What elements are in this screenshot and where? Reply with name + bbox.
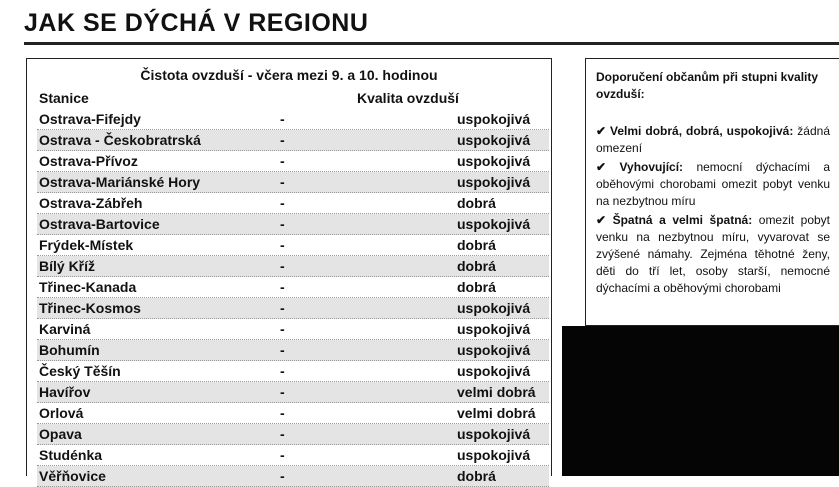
row-dash: - — [280, 153, 285, 169]
quality-value: uspokojivá — [457, 174, 531, 190]
quality-value: uspokojivá — [457, 447, 531, 463]
advice-body — [596, 123, 830, 299]
table-row — [37, 172, 549, 193]
advice-item — [596, 123, 830, 157]
station-name: Věřňovice — [39, 468, 106, 484]
station-name: Orlová — [39, 405, 84, 421]
advice-item — [596, 212, 830, 297]
quality-value: uspokojivá — [457, 342, 531, 358]
headline: JAK SE DÝCHÁ V REGIONU — [24, 9, 369, 37]
advice-item-text: nemocní dýchacími a oběhovými chorobami omezit pobyt venku na nezbytnou míru — [596, 160, 830, 208]
row-dash: - — [280, 447, 285, 463]
table-row — [37, 151, 549, 172]
advice-item-text: žádná omezení — [596, 124, 830, 155]
table-row — [37, 340, 549, 361]
row-dash: - — [280, 300, 285, 316]
quality-value: uspokojivá — [457, 363, 531, 379]
table-row — [37, 130, 549, 151]
station-name: Třinec-Kosmos — [39, 300, 141, 316]
table-title: Čistota ovzduší - včera mezi 9. a 10. hodinou — [140, 67, 438, 83]
table-row — [37, 109, 549, 130]
row-dash: - — [280, 363, 285, 379]
quality-value: uspokojivá — [457, 216, 531, 232]
advice-title: Doporučení občanům při stupni kvality ovzduší: — [596, 70, 819, 101]
quality-value: uspokojivá — [457, 321, 531, 337]
row-dash: - — [280, 195, 285, 211]
row-dash: - — [280, 216, 285, 232]
quality-value: velmi dobrá — [457, 384, 536, 400]
row-dash: - — [280, 258, 285, 274]
quality-value: uspokojivá — [457, 300, 531, 316]
station-name: Bílý Kříž — [39, 258, 96, 274]
station-name: Havířov — [39, 384, 91, 400]
table-row — [37, 256, 549, 277]
station-name: Karviná — [39, 321, 91, 337]
quality-value: dobrá — [457, 468, 496, 484]
station-name: Studénka — [39, 447, 103, 463]
table-row — [37, 424, 549, 445]
station-name: Ostrava-Zábřeh — [39, 195, 143, 211]
row-dash: - — [280, 342, 285, 358]
station-name: Český Těšín — [39, 363, 121, 379]
table-row — [37, 277, 549, 298]
table-row — [37, 319, 549, 340]
advice-item-label: ✔ Vyhovující: — [596, 160, 684, 174]
station-name: Frýdek-Místek — [39, 237, 134, 253]
table-row — [37, 214, 549, 235]
quality-value: uspokojivá — [457, 132, 531, 148]
quality-value: uspokojivá — [457, 153, 531, 169]
table-row — [37, 298, 549, 319]
row-dash: - — [280, 405, 285, 421]
row-dash: - — [280, 384, 285, 400]
station-name: Ostrava-Bartovice — [39, 216, 160, 232]
table-row — [37, 382, 549, 403]
advice-item-label: ✔ Velmi dobrá, dobrá, uspokojivá: — [596, 124, 794, 138]
quality-value: uspokojivá — [457, 426, 531, 442]
advice-item-text: omezit pobyt venku na nezbytnou míru, vyvarovat se zvýšené námahy. Zejména těhotné ženy, děti do tří let, osoby starší, nemocné dýchacími a oběhovými chorobami — [596, 213, 830, 295]
table-rows — [37, 109, 549, 487]
table-row — [37, 235, 549, 256]
row-dash: - — [280, 321, 285, 337]
quality-value: dobrá — [457, 195, 496, 211]
quality-value: dobrá — [457, 258, 496, 274]
station-name: Ostrava-Mariánské Hory — [39, 174, 201, 190]
station-name: Třinec-Kanada — [39, 279, 137, 295]
table-row — [37, 466, 549, 487]
table-row — [37, 445, 549, 466]
station-name: Bohumín — [39, 342, 100, 358]
quality-value: uspokojivá — [457, 111, 531, 127]
station-name: Ostrava-Přívoz — [39, 153, 138, 169]
station-name: Ostrava-Fifejdy — [39, 111, 141, 127]
row-dash: - — [280, 111, 285, 127]
column-header-station: Stanice — [39, 90, 89, 106]
headline-rule — [24, 42, 839, 45]
column-header-quality: Kvalita ovzduší — [357, 90, 459, 106]
quality-value: velmi dobrá — [457, 405, 536, 421]
row-dash: - — [280, 426, 285, 442]
advice-box — [585, 58, 839, 326]
row-dash: - — [280, 279, 285, 295]
air-quality-table — [26, 58, 552, 484]
table-row — [37, 193, 549, 214]
station-name: Ostrava - Českobratrská — [39, 132, 201, 148]
row-dash: - — [280, 237, 285, 253]
row-dash: - — [280, 132, 285, 148]
row-dash: - — [280, 468, 285, 484]
advice-item-label: ✔ Špatná a velmi špatná: — [596, 213, 753, 227]
row-dash: - — [280, 174, 285, 190]
redacted-area — [562, 326, 839, 476]
advice-item — [596, 159, 830, 210]
station-name: Opava — [39, 426, 82, 442]
table-row — [37, 361, 549, 382]
quality-value: dobrá — [457, 279, 496, 295]
table-row — [37, 403, 549, 424]
quality-value: dobrá — [457, 237, 496, 253]
